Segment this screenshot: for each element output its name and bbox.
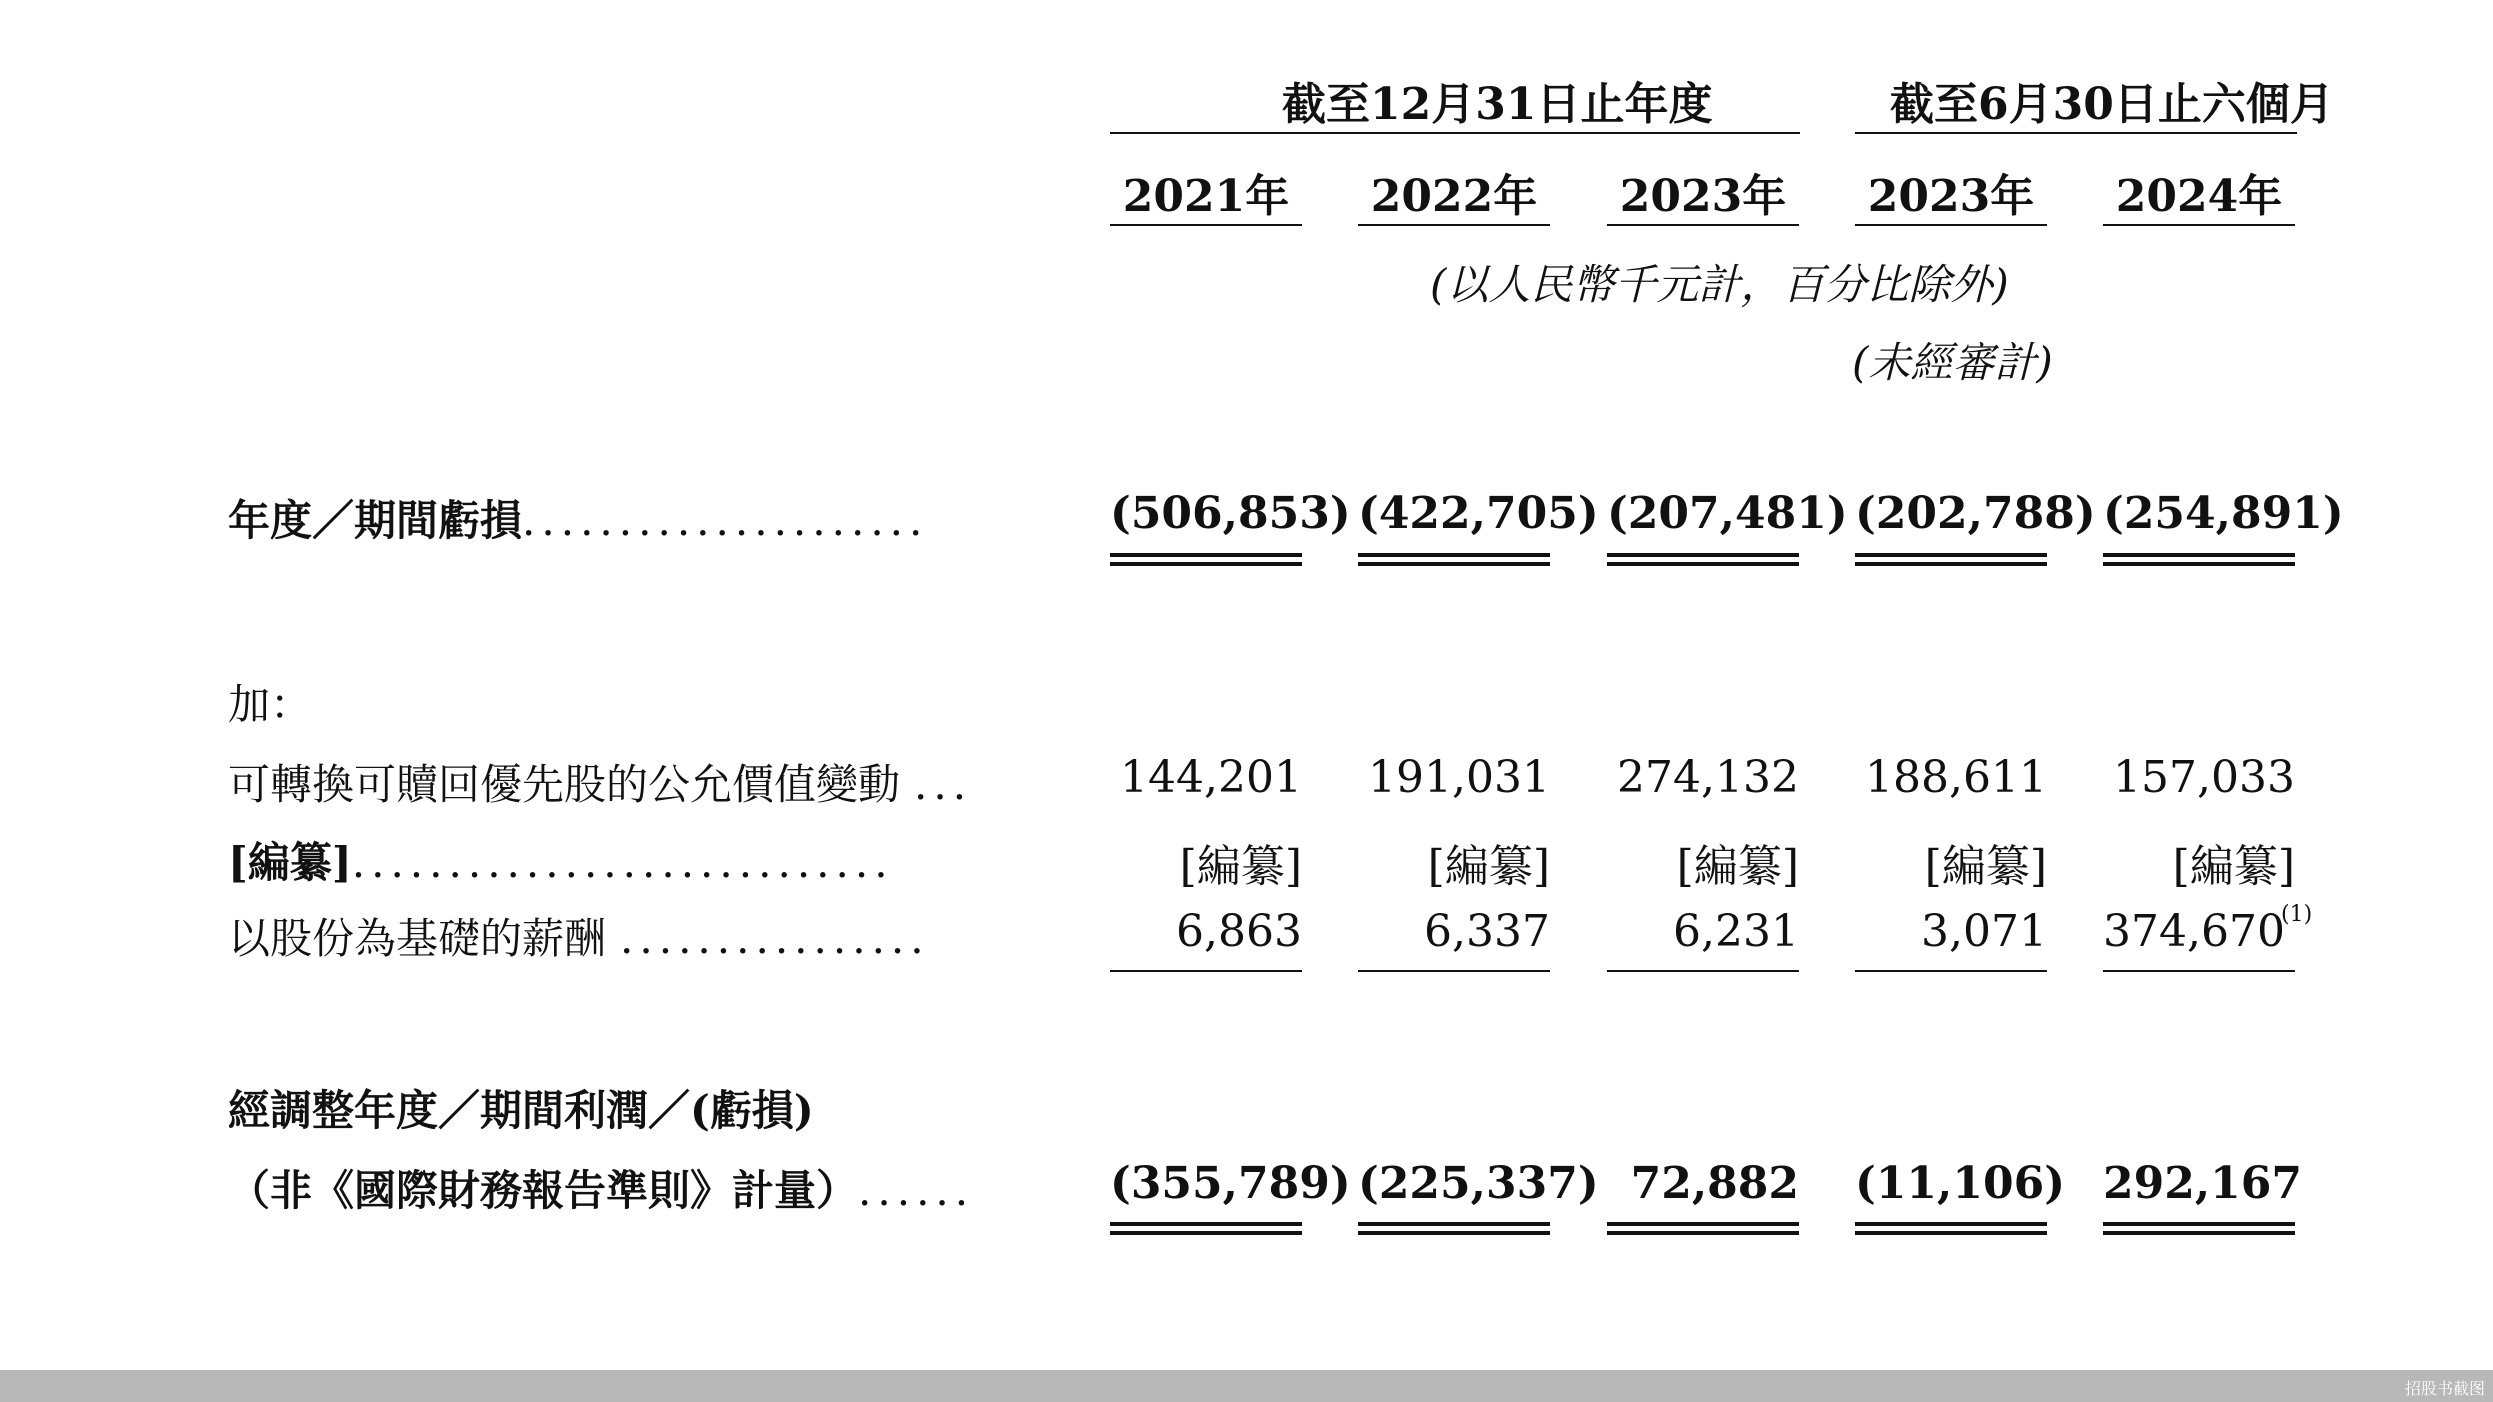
year-header-2023: 2023年	[1619, 171, 1787, 222]
currency-note: (以人民幣千元計，百分比除外)	[1430, 260, 2009, 309]
year-header-2022: 2022年	[1370, 171, 1538, 222]
redacted-value-2023: [編纂]	[1676, 841, 1799, 892]
header-annual-group: 截至12月31日止年度	[1282, 79, 1713, 130]
year-rule	[1358, 224, 1550, 226]
row-label-adjusted-line1: 經調整年度／期間利潤／(虧損)	[228, 1086, 814, 1135]
subtotal-rule	[1110, 970, 1302, 972]
double-underline	[1358, 1222, 1550, 1235]
fv-change-value-2023-h1: 188,611	[1865, 752, 2047, 803]
year-rule	[2103, 224, 2295, 226]
add-label: 加：	[228, 680, 313, 729]
double-underline	[2103, 553, 2295, 566]
loss-value-2024-h1: (254,891)	[2103, 488, 2344, 539]
year-rule	[1110, 224, 1302, 226]
double-underline	[1110, 1222, 1302, 1235]
double-underline	[1855, 1222, 2047, 1235]
redacted-value-2021: [編纂]	[1179, 841, 1302, 892]
unaudited-note: (未經審計)	[1852, 338, 2053, 387]
loss-value-2023: (207,481)	[1607, 488, 1848, 539]
redacted-value-2022: [編纂]	[1427, 841, 1550, 892]
subtotal-rule	[2103, 970, 2295, 972]
fv-change-value-2023: 274,132	[1617, 752, 1799, 803]
watermark: 招股书截图	[2404, 1379, 2485, 1398]
row-label-share-comp	[228, 906, 930, 966]
share-comp-value-2023: 6,231	[1673, 906, 1799, 957]
share-comp-value-2024-h1	[2103, 902, 2323, 957]
adjusted-value-2021: (355,789)	[1110, 1158, 1351, 1209]
year-header-2023-h1: 2023年	[1867, 171, 2035, 222]
loss-value-2021: (506,853)	[1110, 488, 1351, 539]
loss-value-2023-h1: (202,788)	[1855, 488, 2096, 539]
fv-change-value-2021: 144,201	[1120, 752, 1302, 803]
row-label-adjusted-line2	[228, 1158, 974, 1218]
adjusted-value-2024-h1: 292,167	[2103, 1158, 2303, 1209]
share-comp-value-2021: 6,863	[1176, 906, 1302, 957]
year-rule	[1607, 224, 1799, 226]
share-comp-value-2022: 6,337	[1424, 906, 1550, 957]
share-comp-value-2024-h1-number: 374,670	[2103, 906, 2285, 957]
double-underline	[1607, 1222, 1799, 1235]
leader-dots: ...	[914, 760, 973, 809]
leader-dots: ................	[620, 914, 930, 963]
double-underline	[1110, 553, 1302, 566]
subtotal-rule	[1607, 970, 1799, 972]
share-comp-value-2023-h1: 3,071	[1921, 906, 2047, 957]
leader-dots: ......	[858, 1166, 975, 1215]
year-rule	[1855, 224, 2047, 226]
adjusted-value-2022: (225,337)	[1358, 1158, 1599, 1209]
header-six-months-rule	[1855, 132, 2297, 134]
subtotal-rule	[1358, 970, 1550, 972]
double-underline	[1607, 553, 1799, 566]
fv-change-value-2022: 191,031	[1368, 752, 1550, 803]
footnote-marker: (1)	[2281, 902, 2313, 927]
adjusted-label-text: （非《國際財務報告準則》計量）	[228, 1166, 859, 1215]
redacted-value-2023-h1: [編纂]	[1924, 841, 2047, 892]
fv-change-label-text: 可轉換可贖回優先股的公允價值變動	[228, 760, 901, 809]
leader-dots: .....................	[522, 496, 929, 545]
subtotal-rule	[1855, 970, 2047, 972]
leader-dots: ............................	[351, 838, 894, 887]
header-annual-rule	[1110, 132, 1800, 134]
adjusted-value-2023: 72,882	[1630, 1158, 1799, 1209]
adjusted-value-2023-h1: (11,106)	[1855, 1158, 2066, 1209]
footer-bar	[0, 1370, 2493, 1402]
row-label-redacted	[228, 830, 894, 890]
double-underline	[1855, 553, 2047, 566]
loss-value-2022: (422,705)	[1358, 488, 1599, 539]
redacted-label-text: [編纂]	[228, 838, 352, 887]
year-header-2024-h1: 2024年	[2115, 171, 2283, 222]
double-underline	[1358, 553, 1550, 566]
fv-change-value-2024-h1: 157,033	[2113, 752, 2295, 803]
row-label-loss	[228, 488, 928, 548]
header-six-months-group: 截至6月30日止六個月	[1890, 79, 2334, 130]
row-label-fv-change	[228, 752, 972, 812]
redacted-value-2024-h1: [編纂]	[2172, 841, 2295, 892]
share-comp-label-text: 以股份為基礎的薪酬	[228, 914, 607, 963]
year-header-2021: 2021年	[1122, 171, 1290, 222]
loss-label-text: 年度／期間虧損	[228, 496, 523, 545]
double-underline	[2103, 1222, 2295, 1235]
